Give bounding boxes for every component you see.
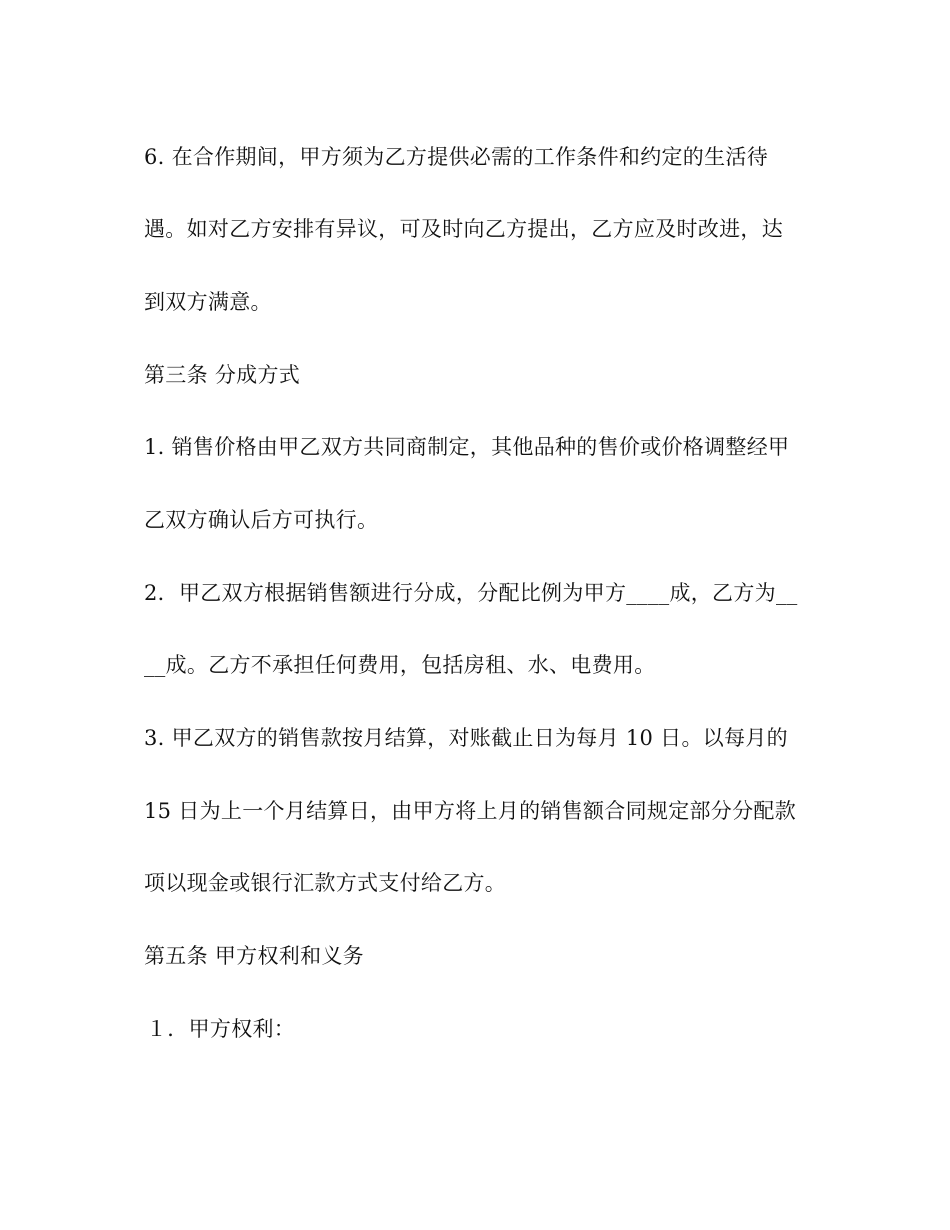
clause-1-line-1: 1. 销售价格由甲乙双方共同商制定，其他品种的售价或价格调整经甲 bbox=[144, 435, 790, 459]
paragraph-6-line-3: 到双方满意。 bbox=[144, 290, 272, 314]
section-3-heading: 第三条 分成方式 bbox=[144, 363, 301, 387]
clause-2-line-1: 2．甲乙双方根据销售额进行分成，分配比例为甲方____成，乙方为__ bbox=[144, 581, 798, 605]
clause-1-line-2: 乙双方确认后方可执行。 bbox=[144, 508, 379, 532]
paragraph-6-line-2: 遇。如对乙方安排有异议，可及时向乙方提出，乙方应及时改进，达 bbox=[144, 217, 783, 241]
clause-2-line-2: __成。乙方不承担任何费用，包括房租、水、电费用。 bbox=[144, 653, 656, 677]
party-a-rights-heading: １．甲方权利： bbox=[146, 1017, 296, 1041]
clause-3-line-2: 15 日为上一个月结算日，由甲方将上月的销售额合同规定部分分配款 bbox=[144, 799, 796, 823]
clause-3-line-1: 3. 甲乙双方的销售款按月结算，对账截止日为每月 10 日。以每月的 bbox=[144, 726, 788, 750]
section-5-heading: 第五条 甲方权利和义务 bbox=[144, 944, 364, 968]
paragraph-6-line-1: 6. 在合作期间，甲方须为乙方提供必需的工作条件和约定的生活待 bbox=[144, 145, 769, 169]
clause-3-line-3: 项以现金或银行汇款方式支付给乙方。 bbox=[144, 871, 507, 895]
